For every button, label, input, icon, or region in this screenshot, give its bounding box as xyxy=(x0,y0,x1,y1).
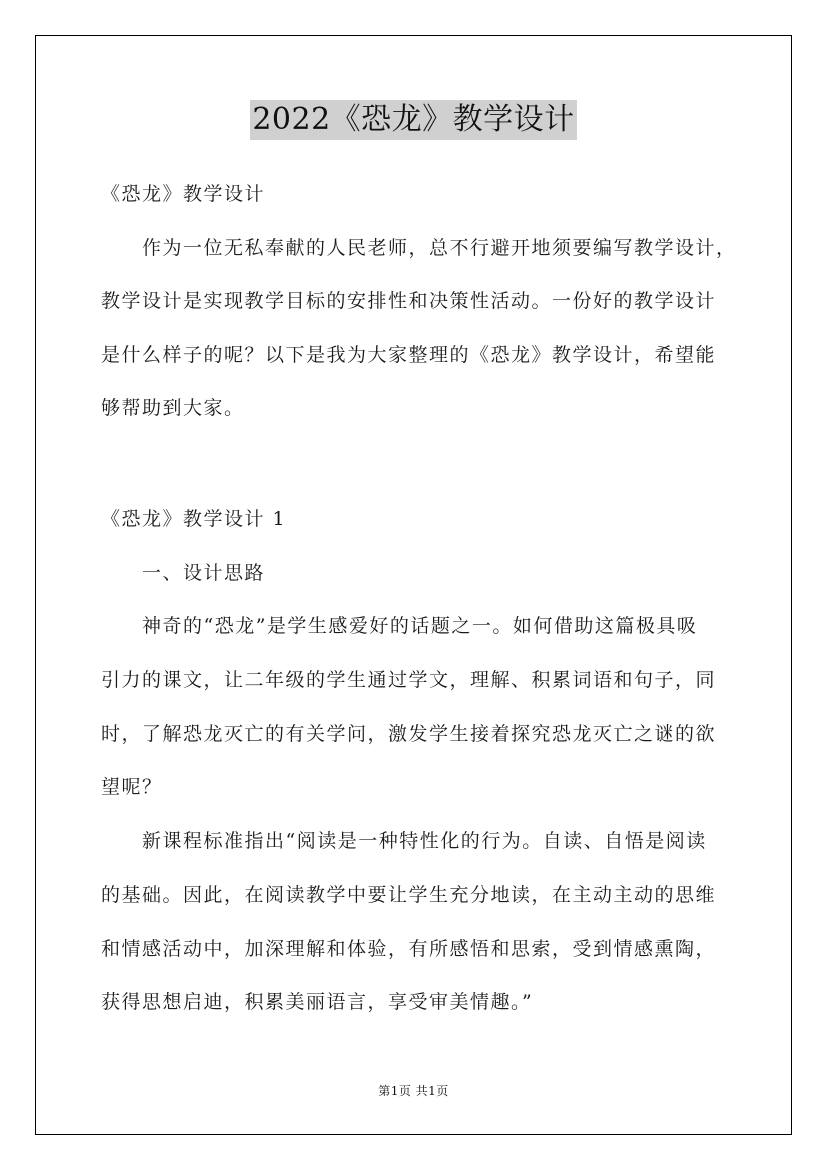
subtitle-line: 《恐龙》教学设计 xyxy=(101,183,266,205)
paragraph-line: 够帮助到大家。 xyxy=(101,397,245,419)
paragraph-line: 新课程标准指出“阅读是一种特性化的行为。自读、自悟是阅读 xyxy=(101,830,707,852)
paragraph-line: 的基础。因此，在阅读教学中要让学生充分地读，在主动主动的思维 xyxy=(101,884,717,906)
paragraph-line: 教学设计是实现教学目标的安排性和决策性活动。一份好的教学设计 xyxy=(101,290,717,312)
document-title: 2022《恐龙》教学设计 xyxy=(250,100,576,140)
paragraph-line: 望呢？ xyxy=(101,776,163,798)
paragraph-line: 引力的课文，让二年级的学生通过学文，理解、积累词语和句子，同 xyxy=(101,669,717,691)
section-heading: 《恐龙》教学设计 1 xyxy=(101,508,287,530)
page-footer: 第1页 共1页 xyxy=(378,1084,449,1098)
paragraph-line: 神奇的“恐龙”是学生感爱好的话题之一。如何借助这篇极具吸 xyxy=(101,615,698,637)
subsection-heading: 一、设计思路 xyxy=(101,562,266,584)
paragraph-line: 作为一位无私奉献的人民老师，总不行避开地须要编写教学设计， xyxy=(101,237,737,259)
paragraph-line: 时，了解恐龙灭亡的有关学问，激发学生接着探究恐龙灭亡之谜的欲 xyxy=(101,723,717,745)
title-container xyxy=(0,100,827,140)
paragraph-line: 获得思想启迪，积累美丽语言，享受审美情趣。” xyxy=(101,991,534,1013)
paragraph-line: 是什么样子的呢？以下是我为大家整理的《恐龙》教学设计，希望能 xyxy=(101,344,717,366)
paragraph-line: 和情感活动中，加深理解和体验，有所感悟和思索，受到情感熏陶， xyxy=(101,938,717,960)
